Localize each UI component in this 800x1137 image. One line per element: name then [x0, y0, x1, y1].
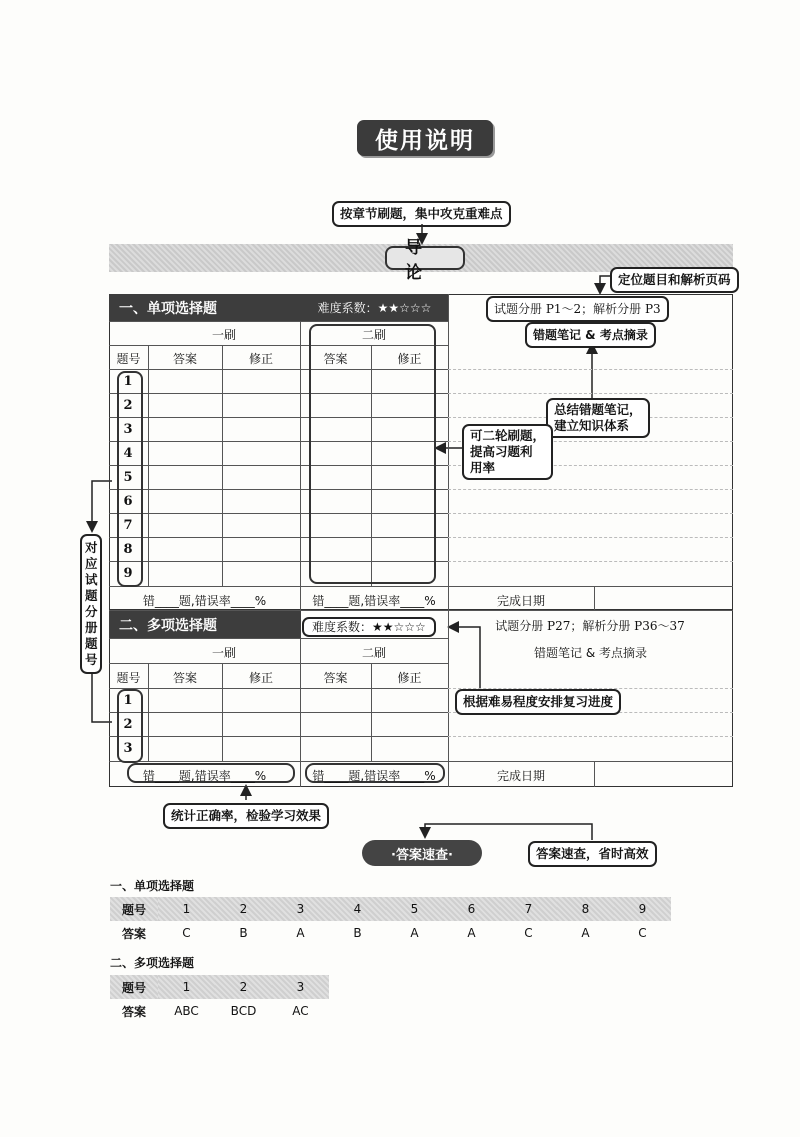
section1-col-answer-2: 答案: [323, 352, 348, 366]
key-row-label: 题号: [110, 975, 158, 999]
section1-page-ref: 试题分册 P1～2；解析分册 P3: [486, 296, 669, 322]
key-number: 3: [272, 897, 329, 921]
section1-round2-outline: [309, 324, 436, 584]
section2-title: 二、多项选择题: [109, 611, 301, 638]
callout-locate-pages: 定位题目和解析页码: [610, 267, 739, 293]
key-answer: A: [581, 926, 590, 940]
key-row-label: 答案: [121, 1004, 146, 1019]
section2-notes-header: 错题笔记 & 考点摘录: [534, 646, 647, 660]
section2-col-answer-2: 答案: [323, 671, 348, 685]
key-number: 7: [500, 897, 557, 921]
section1-col-fix: 修正: [248, 352, 273, 366]
section1-q-number: 5: [123, 470, 133, 485]
answer-key-single-label: 一、单项选择题: [110, 879, 195, 893]
section2-error-stat-2: 错____题,错误率____%: [312, 769, 436, 783]
section2-col-fix: 修正: [248, 671, 273, 685]
section2-col-no: 题号: [116, 671, 141, 685]
section2-col-fix-2: 修正: [397, 671, 422, 685]
callout-question-no: 对应试题分册题号: [80, 534, 102, 674]
callout-second-line3: 用率: [470, 460, 496, 475]
key-answer: A: [467, 926, 476, 940]
section1-q-number: 4: [123, 446, 133, 461]
section2-round1: 一刷: [211, 646, 236, 660]
section2-q-number: 2: [123, 717, 133, 732]
key-number: 1: [158, 975, 215, 999]
answer-key-title: ·答案速查·: [362, 840, 482, 866]
key-answer: C: [638, 926, 647, 940]
key-answer: A: [296, 926, 305, 940]
key-number: 4: [329, 897, 386, 921]
section1-error-stat-2: 错____题,错误率____%: [312, 594, 436, 608]
callout-summary-line1: 总结错题笔记，: [554, 402, 642, 417]
answer-key-multi-table: [110, 975, 329, 1023]
key-number: 9: [614, 897, 671, 921]
answer-key-multi-label: 二、多项选择题: [110, 956, 195, 970]
section1-title: 一、单项选择题: [109, 294, 301, 321]
page-title: 使用说明: [357, 120, 493, 156]
section2-round2: 二刷: [361, 646, 386, 660]
section1-q-number: 9: [123, 566, 133, 581]
callout-second-round: [462, 424, 553, 480]
section1-finish-date: 完成日期: [496, 594, 545, 608]
callout-difficulty-schedule: 根据难易程度安排复习进度: [455, 689, 621, 715]
section2-page-ref: 试题分册 P27；解析分册 P36～37: [495, 619, 685, 633]
key-number: 8: [557, 897, 614, 921]
key-row-label: 答案: [121, 926, 146, 941]
section1-q-number: 1: [123, 374, 133, 389]
section2-q-number: 1: [123, 693, 133, 708]
key-answer: AC: [292, 1004, 309, 1018]
key-answer: C: [524, 926, 533, 940]
section1-round1: 一刷: [211, 328, 236, 342]
callout-summary-line2: 建立知识体系: [554, 418, 630, 433]
section1-notes-header: 错题笔记 & 考点摘录: [525, 322, 656, 348]
key-answer: B: [239, 926, 248, 940]
answer-key-single-table: [110, 897, 671, 945]
callout-second-line2: 提高习题利: [470, 444, 533, 459]
key-answer: BCD: [230, 1004, 257, 1018]
key-answer: ABC: [174, 1004, 199, 1018]
key-answer: C: [182, 926, 191, 940]
section1-col-fix-2: 修正: [397, 352, 422, 366]
section1-error-stat: 错____题,错误率____%: [142, 594, 267, 608]
key-answer: B: [353, 926, 362, 940]
key-answer: A: [410, 926, 419, 940]
section2-error-stat: 错____题,错误率____%: [142, 769, 267, 783]
callout-second-line1: 可二轮刷题，: [470, 428, 546, 443]
section1-q-number: 8: [123, 542, 133, 557]
section1-q-number: 7: [123, 518, 133, 533]
section1-col-answer: 答案: [172, 352, 197, 366]
key-number: 2: [215, 975, 272, 999]
callout-summary-notes: [546, 398, 650, 438]
callout-accuracy-stats: 统计正确率，检验学习效果: [163, 803, 329, 829]
key-row-label: 题号: [110, 897, 158, 921]
key-number: 1: [158, 897, 215, 921]
section1-q-number: 2: [123, 398, 133, 413]
section2-q-number: 3: [123, 741, 133, 756]
section2-col-answer: 答案: [172, 671, 197, 685]
key-number: 6: [443, 897, 500, 921]
callout-quick-answer: 答案速查，省时高效: [528, 841, 657, 867]
key-number: 5: [386, 897, 443, 921]
key-number: 3: [272, 975, 329, 999]
section2-difficulty: 难度系数：★★☆☆☆: [302, 617, 436, 637]
section1-col-no: 题号: [116, 352, 141, 366]
callout-chapter-practice: 按章节刷题，集中攻克重难点: [332, 201, 511, 227]
section2-finish-date: 完成日期: [496, 769, 545, 783]
section1-round2: 二刷: [361, 328, 386, 342]
chapter-title: 导论: [385, 246, 465, 270]
section1-q-number: 3: [123, 422, 133, 437]
section1-difficulty: 难度系数：★★☆☆☆: [301, 294, 448, 321]
section1-q-number: 6: [123, 494, 133, 509]
key-number: 2: [215, 897, 272, 921]
